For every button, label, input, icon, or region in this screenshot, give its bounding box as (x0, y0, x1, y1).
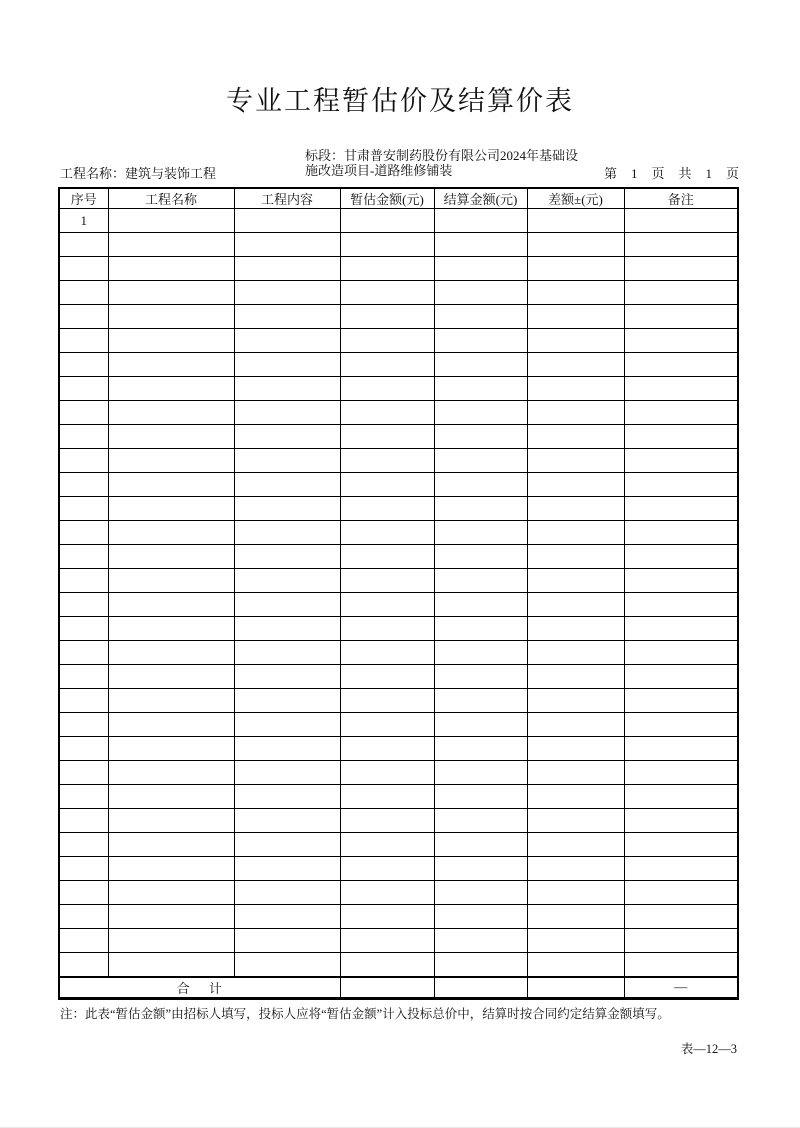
table-row (59, 593, 738, 617)
cell-r22-c4 (340, 713, 434, 737)
cell-r28-c5 (434, 857, 527, 881)
cell-r28-c3 (234, 857, 340, 881)
cell-r28-c6 (527, 857, 624, 881)
cell-r31-c7 (624, 929, 738, 953)
cell-r7-c1 (59, 353, 108, 377)
table-row (59, 785, 738, 809)
cell-r14-c5 (434, 521, 527, 545)
cell-r21-c4 (340, 689, 434, 713)
cell-r30-c2 (108, 905, 234, 929)
table-row (59, 953, 738, 977)
cell-r26-c7 (624, 809, 738, 833)
cell-r32-c4 (340, 953, 434, 977)
column-header-5: 结算金额(元) (434, 188, 527, 209)
page-number (604, 166, 739, 181)
cell-r9-c6 (527, 401, 624, 425)
cell-r16-c1 (59, 569, 108, 593)
cell-r12-c1 (59, 473, 108, 497)
cell-r1-c4 (340, 209, 434, 233)
table-row (59, 761, 738, 785)
cell-r12-c3 (234, 473, 340, 497)
cell-r32-c2 (108, 953, 234, 977)
project-name-line (60, 166, 216, 181)
cell-r8-c4 (340, 377, 434, 401)
cell-r2-c2 (108, 233, 234, 257)
cell-r3-c2 (108, 257, 234, 281)
cell-r6-c2 (108, 329, 234, 353)
cell-r25-c3 (234, 785, 340, 809)
cell-r3-c7 (624, 257, 738, 281)
cell-r4-c4 (340, 281, 434, 305)
cell-r2-c1 (59, 233, 108, 257)
cell-r16-c6 (527, 569, 624, 593)
cell-r26-c5 (434, 809, 527, 833)
cell-r7-c6 (527, 353, 624, 377)
form-code: 表—12—3 (680, 1042, 737, 1056)
cell-r18-c2 (108, 617, 234, 641)
cell-r31-c1 (59, 929, 108, 953)
cell-r5-c1 (59, 305, 108, 329)
table-row (59, 641, 738, 665)
cell-r29-c7 (624, 881, 738, 905)
cell-r26-c3 (234, 809, 340, 833)
cell-r20-c4 (340, 665, 434, 689)
cell-r15-c1 (59, 545, 108, 569)
cell-r2-c7 (624, 233, 738, 257)
cell-r17-c7 (624, 593, 738, 617)
cell-r28-c1 (59, 857, 108, 881)
cell-r12-c5 (434, 473, 527, 497)
cell-r10-c2 (108, 425, 234, 449)
total-page-count: 1 (705, 166, 712, 181)
cell-r25-c7 (624, 785, 738, 809)
cell-r2-c5 (434, 233, 527, 257)
total-label: 合 计 (59, 977, 340, 999)
cell-r14-c3 (234, 521, 340, 545)
cell-r23-c7 (624, 737, 738, 761)
cell-r18-c6 (527, 617, 624, 641)
cell-r10-c3 (234, 425, 340, 449)
cell-r5-c2 (108, 305, 234, 329)
cell-r10-c4 (340, 425, 434, 449)
cell-r19-c2 (108, 641, 234, 665)
cell-r3-c6 (527, 257, 624, 281)
cell-r21-c5 (434, 689, 527, 713)
table-row (59, 713, 738, 737)
cell-r17-c2 (108, 593, 234, 617)
table-row (59, 809, 738, 833)
column-header-4: 暂估金额(元) (340, 188, 434, 209)
table-row (59, 449, 738, 473)
column-header-7: 备注 (624, 188, 738, 209)
cell-r1-c2 (108, 209, 234, 233)
table-row (59, 929, 738, 953)
cell-r23-c5 (434, 737, 527, 761)
cell-r28-c7 (624, 857, 738, 881)
cell-r13-c3 (234, 497, 340, 521)
table-row (59, 833, 738, 857)
cell-r24-c2 (108, 761, 234, 785)
cell-r29-c5 (434, 881, 527, 905)
table-row (59, 281, 738, 305)
cell-r8-c1 (59, 377, 108, 401)
cell-r24-c3 (234, 761, 340, 785)
cell-r26-c2 (108, 809, 234, 833)
cell-r23-c6 (527, 737, 624, 761)
cell-r6-c7 (624, 329, 738, 353)
cell-r31-c6 (527, 929, 624, 953)
cell-r31-c5 (434, 929, 527, 953)
cell-r9-c4 (340, 401, 434, 425)
cell-r18-c7 (624, 617, 738, 641)
table-row (59, 857, 738, 881)
cell-r6-c6 (527, 329, 624, 353)
cell-r8-c3 (234, 377, 340, 401)
cell-r13-c6 (527, 497, 624, 521)
table-row (59, 905, 738, 929)
table-row (59, 233, 738, 257)
cell-r20-c3 (234, 665, 340, 689)
cell-r11-c7 (624, 449, 738, 473)
table-row (59, 401, 738, 425)
cell-r30-c1 (59, 905, 108, 929)
cell-r27-c1 (59, 833, 108, 857)
cell-r5-c6 (527, 305, 624, 329)
table-row (59, 569, 738, 593)
cell-r31-c3 (234, 929, 340, 953)
table-row (59, 665, 738, 689)
cell-r1-c5 (434, 209, 527, 233)
cell-r7-c5 (434, 353, 527, 377)
page-label-ye2: 页 (725, 166, 739, 181)
total-remark-cell: — (624, 977, 738, 999)
table-row (59, 881, 738, 905)
cell-r28-c2 (108, 857, 234, 881)
cell-r22-c1 (59, 713, 108, 737)
cell-r14-c4 (340, 521, 434, 545)
cell-r5-c3 (234, 305, 340, 329)
cell-r30-c4 (340, 905, 434, 929)
cell-r4-c5 (434, 281, 527, 305)
cell-r24-c4 (340, 761, 434, 785)
table-row (59, 305, 738, 329)
project-name-value: 建筑与装饰工程 (125, 166, 217, 181)
cell-r20-c7 (624, 665, 738, 689)
cell-r16-c7 (624, 569, 738, 593)
table-row (59, 689, 738, 713)
total-row (59, 977, 738, 999)
cell-r15-c7 (624, 545, 738, 569)
cell-r24-c7 (624, 761, 738, 785)
cell-r28-c4 (340, 857, 434, 881)
page-title: 专业工程暂估价及结算价表 (226, 86, 574, 116)
cell-r7-c4 (340, 353, 434, 377)
cell-r12-c2 (108, 473, 234, 497)
cell-r15-c5 (434, 545, 527, 569)
cell-r24-c5 (434, 761, 527, 785)
cell-r25-c6 (527, 785, 624, 809)
table-row (59, 545, 738, 569)
column-header-2: 工程名称 (108, 188, 234, 209)
cell-r8-c5 (434, 377, 527, 401)
cell-r22-c6 (527, 713, 624, 737)
cell-r26-c6 (527, 809, 624, 833)
cell-r32-c1 (59, 953, 108, 977)
cell-r23-c3 (234, 737, 340, 761)
cell-r12-c7 (624, 473, 738, 497)
cell-r32-c5 (434, 953, 527, 977)
page-label-ye1: 页 (651, 166, 665, 181)
cell-r27-c5 (434, 833, 527, 857)
cell-r14-c1 (59, 521, 108, 545)
cell-r30-c6 (527, 905, 624, 929)
cell-r5-c5 (434, 305, 527, 329)
cell-r6-c4 (340, 329, 434, 353)
cell-r23-c1 (59, 737, 108, 761)
cell-r14-c2 (108, 521, 234, 545)
cell-r29-c1 (59, 881, 108, 905)
total-provisional-amount-cell (340, 977, 434, 999)
cell-r27-c3 (234, 833, 340, 857)
cell-r3-c1 (59, 257, 108, 281)
cell-r19-c4 (340, 641, 434, 665)
cell-r24-c6 (527, 761, 624, 785)
cell-r19-c7 (624, 641, 738, 665)
cell-r4-c7 (624, 281, 738, 305)
cell-r9-c1 (59, 401, 108, 425)
cell-r32-c3 (234, 953, 340, 977)
cell-r12-c6 (527, 473, 624, 497)
cell-r5-c4 (340, 305, 434, 329)
cell-r25-c1 (59, 785, 108, 809)
cell-r22-c2 (108, 713, 234, 737)
table-row (59, 257, 738, 281)
cell-r6-c5 (434, 329, 527, 353)
cell-r30-c5 (434, 905, 527, 929)
cell-r4-c2 (108, 281, 234, 305)
cell-r2-c3 (234, 233, 340, 257)
cell-r31-c4 (340, 929, 434, 953)
cell-r16-c2 (108, 569, 234, 593)
cell-r21-c3 (234, 689, 340, 713)
cell-r1-c6 (527, 209, 624, 233)
cell-r18-c3 (234, 617, 340, 641)
cell-r13-c1 (59, 497, 108, 521)
cell-r16-c5 (434, 569, 527, 593)
cell-r29-c6 (527, 881, 624, 905)
cell-r17-c3 (234, 593, 340, 617)
cell-r17-c5 (434, 593, 527, 617)
cell-r8-c2 (108, 377, 234, 401)
cell-r10-c6 (527, 425, 624, 449)
table-row (59, 377, 738, 401)
column-header-1: 序号 (59, 188, 108, 209)
cell-r5-c7 (624, 305, 738, 329)
section-info (305, 148, 578, 178)
table-row (59, 473, 738, 497)
cell-r16-c3 (234, 569, 340, 593)
cell-r9-c7 (624, 401, 738, 425)
cell-r4-c3 (234, 281, 340, 305)
cell-r11-c3 (234, 449, 340, 473)
cell-r23-c2 (108, 737, 234, 761)
table-row (59, 209, 738, 233)
table-meta-header (60, 144, 739, 187)
cell-r18-c5 (434, 617, 527, 641)
cell-r10-c1 (59, 425, 108, 449)
cell-r15-c6 (527, 545, 624, 569)
cell-r13-c7 (624, 497, 738, 521)
cell-r17-c6 (527, 593, 624, 617)
cell-r8-c6 (527, 377, 624, 401)
cell-r13-c5 (434, 497, 527, 521)
cell-r27-c2 (108, 833, 234, 857)
project-name-label: 工程名称： (60, 166, 126, 181)
cell-r10-c7 (624, 425, 738, 449)
cell-r25-c4 (340, 785, 434, 809)
table-row (59, 521, 738, 545)
section-line-1: 标段：甘肃普安制药股份有限公司2024年基础设 (305, 148, 579, 163)
cell-r30-c3 (234, 905, 340, 929)
cell-r7-c3 (234, 353, 340, 377)
cell-r21-c7 (624, 689, 738, 713)
page-label-gong: 共 (678, 166, 692, 181)
estimate-settlement-table (58, 187, 739, 1000)
cell-r12-c4 (340, 473, 434, 497)
cell-r20-c1 (59, 665, 108, 689)
cell-r14-c7 (624, 521, 738, 545)
cell-r23-c4 (340, 737, 434, 761)
table-row (59, 329, 738, 353)
table-row (59, 737, 738, 761)
cell-r7-c2 (108, 353, 234, 377)
cell-r27-c7 (624, 833, 738, 857)
cell-r11-c6 (527, 449, 624, 473)
cell-r29-c2 (108, 881, 234, 905)
total-settlement-amount-cell (434, 977, 527, 999)
cell-r7-c7 (624, 353, 738, 377)
table-note: 注：此表“暂估金额”由招标人填写，投标人应将“暂估金额”计入投标总价中，结算时按合同约定结算金额填写。 (60, 1007, 670, 1021)
cell-r31-c2 (108, 929, 234, 953)
cell-r2-c4 (340, 233, 434, 257)
cell-r19-c3 (234, 641, 340, 665)
cell-r22-c3 (234, 713, 340, 737)
table-row (59, 617, 738, 641)
cell-r17-c1 (59, 593, 108, 617)
cell-r1-c1: 1 (59, 209, 108, 233)
cell-r22-c5 (434, 713, 527, 737)
table-row (59, 425, 738, 449)
cell-r26-c4 (340, 809, 434, 833)
current-page-number: 1 (630, 166, 638, 181)
cell-r8-c7 (624, 377, 738, 401)
cell-r4-c6 (527, 281, 624, 305)
table-row (59, 497, 738, 521)
table-row (59, 353, 738, 377)
cell-r9-c5 (434, 401, 527, 425)
table-header-row (59, 188, 738, 209)
cell-r6-c1 (59, 329, 108, 353)
cell-r21-c2 (108, 689, 234, 713)
cell-r32-c7 (624, 953, 738, 977)
cell-r26-c1 (59, 809, 108, 833)
cell-r9-c2 (108, 401, 234, 425)
cell-r14-c6 (527, 521, 624, 545)
cell-r9-c3 (234, 401, 340, 425)
cell-r2-c6 (527, 233, 624, 257)
cell-r20-c2 (108, 665, 234, 689)
cell-r19-c5 (434, 641, 527, 665)
cell-r24-c1 (59, 761, 108, 785)
cell-r15-c3 (234, 545, 340, 569)
cell-r11-c1 (59, 449, 108, 473)
section-line-2: 施改造项目-道路维修铺装 (305, 163, 453, 178)
cell-r1-c7 (624, 209, 738, 233)
column-header-6: 差额±(元) (527, 188, 624, 209)
total-difference-cell (527, 977, 624, 999)
cell-r21-c6 (527, 689, 624, 713)
cell-r25-c5 (434, 785, 527, 809)
cell-r1-c3 (234, 209, 340, 233)
cell-r3-c5 (434, 257, 527, 281)
cell-r13-c4 (340, 497, 434, 521)
cell-r27-c6 (527, 833, 624, 857)
cell-r25-c2 (108, 785, 234, 809)
cell-r15-c4 (340, 545, 434, 569)
cell-r10-c5 (434, 425, 527, 449)
cell-r16-c4 (340, 569, 434, 593)
cell-r29-c4 (340, 881, 434, 905)
cell-r11-c4 (340, 449, 434, 473)
cell-r13-c2 (108, 497, 234, 521)
page-label-di: 第 (603, 166, 617, 181)
cell-r4-c1 (59, 281, 108, 305)
cell-r22-c7 (624, 713, 738, 737)
cell-r20-c5 (434, 665, 527, 689)
column-header-3: 工程内容 (234, 188, 340, 209)
cell-r3-c3 (234, 257, 340, 281)
cell-r27-c4 (340, 833, 434, 857)
cell-r19-c6 (527, 641, 624, 665)
cell-r11-c5 (434, 449, 527, 473)
cell-r18-c1 (59, 617, 108, 641)
cell-r30-c7 (624, 905, 738, 929)
cell-r20-c6 (527, 665, 624, 689)
cell-r19-c1 (59, 641, 108, 665)
cell-r11-c2 (108, 449, 234, 473)
cell-r15-c2 (108, 545, 234, 569)
cell-r18-c4 (340, 617, 434, 641)
cell-r32-c6 (527, 953, 624, 977)
cell-r29-c3 (234, 881, 340, 905)
cell-r6-c3 (234, 329, 340, 353)
cell-r3-c4 (340, 257, 434, 281)
cell-r17-c4 (340, 593, 434, 617)
cell-r21-c1 (59, 689, 108, 713)
